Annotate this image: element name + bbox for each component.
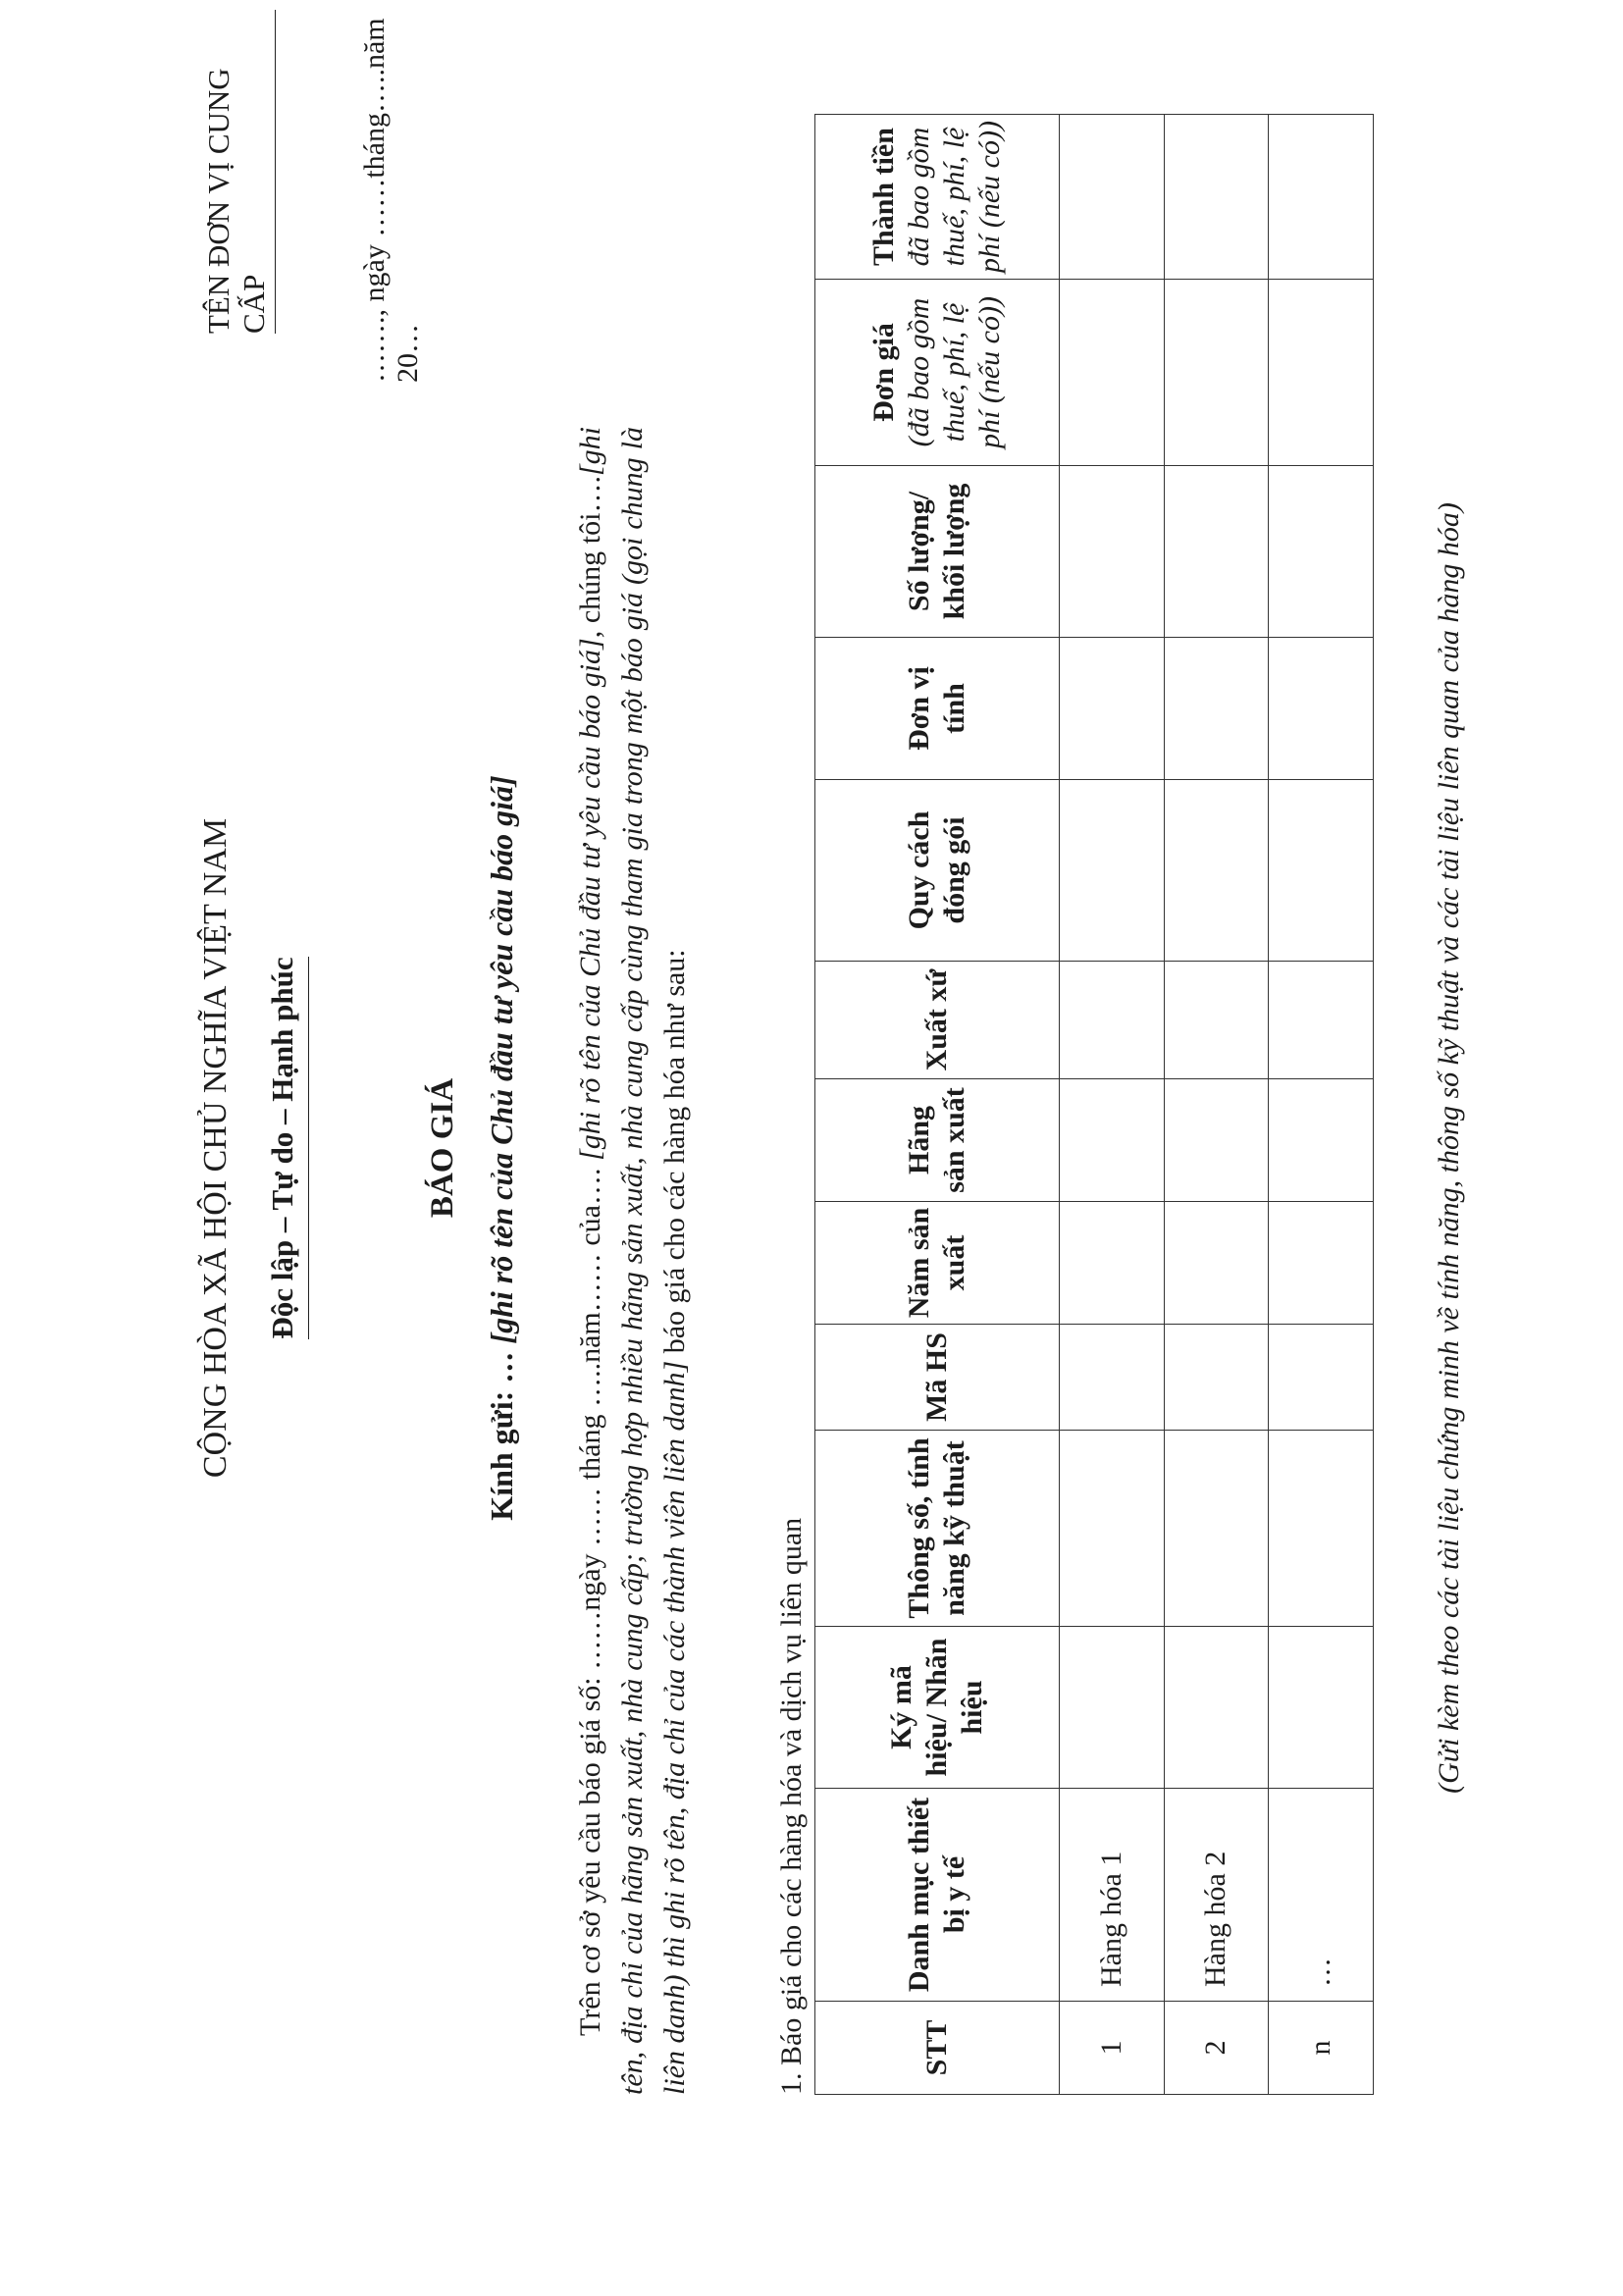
- header-manufacturer: Hãng sản xuất: [815, 1079, 1060, 1202]
- intro-italic-1: [ghi rõ tên của Chủ đầu tư yêu cầu báo giá]: [574, 638, 606, 1161]
- addressee-placeholder: [ghi rõ tên của Chủ đầu tư yêu cầu báo giá]: [484, 775, 519, 1344]
- intro-italic-2: [ghi tên, địa chỉ của hãng sản xuất, nhà cung cấp; trường hợp nhiều hãng sản xuất, nhà cung cấp cùng tham gia trong một báo giá (gọi chung là liên danh) thì ghi rõ tên, địa chỉ của các thành viên liên danh]: [574, 427, 691, 2095]
- intro-text-1: Trên cơ sở yêu cầu báo giá số: ……ngày …… tháng …..năm…… của….: [574, 1160, 606, 2036]
- header-origin: Xuất xứ: [815, 962, 1060, 1079]
- table-row: [1164, 115, 1269, 2095]
- header-packaging: Quy cách đóng gói: [815, 780, 1060, 962]
- table-header-row: [815, 115, 1060, 2095]
- nation-title: CỘNG HÒA XÃ HỘI CHỦ NGHĨA VIỆT NAM: [197, 817, 234, 1479]
- header-model-brand: Ký mã hiệu/ Nhãn hiệu: [815, 1627, 1060, 1789]
- table-row: [1060, 115, 1165, 2095]
- header-stt: STT: [815, 2002, 1060, 2095]
- header-unit: Đơn vị tính: [815, 638, 1060, 780]
- row-stt: 2: [1164, 2002, 1269, 2095]
- row-item: …: [1269, 1789, 1374, 2002]
- row-item: Hàng hóa 2: [1164, 1789, 1269, 2002]
- row-item: Hàng hóa 1: [1060, 1789, 1165, 2002]
- header-item-category: Danh mục thiết bị y tế: [815, 1789, 1060, 2002]
- section-heading: 1. Báo giá cho các hàng hóa và dịch vụ liên quan: [775, 1517, 808, 2095]
- motto-text: Độc lập – Tự do – Hạnh phúc: [265, 957, 309, 1338]
- addressee: [484, 0, 520, 2296]
- place-date: ……., ngày ……tháng…..năm 20…: [358, 18, 424, 383]
- table-row: [1269, 115, 1374, 2095]
- header-specifications: Thông số, tính năng kỹ thuật: [815, 1431, 1060, 1627]
- header-total: Thành tiền đã bao gồm thuế, phí, lệ phí (nếu có)): [815, 115, 1060, 280]
- row-stt: 1: [1060, 2002, 1165, 2095]
- footnote: (Gửi kèm theo các tài liệu chứng minh về tính năng, thông số kỹ thuật và các tài liệu liên quan của hàng hóa): [1433, 502, 1465, 1794]
- addressee-label: Kính gửi: …: [484, 1351, 519, 1521]
- header-unit-price: Đơn giá (đã bao gồm thuế, phí, lệ phí (nếu có)): [815, 280, 1060, 466]
- motto: [265, 0, 309, 2296]
- header-year: Năm sản xuất: [815, 1202, 1060, 1325]
- intro-paragraph: [569, 427, 696, 2095]
- header-hs-code: Mã HS: [815, 1325, 1060, 1431]
- intro-text-3: báo giá cho các hàng hóa như sau:: [658, 949, 691, 1361]
- supplier-name: TÊN ĐƠN VỊ CUNG CẤP: [201, 10, 276, 334]
- document-title: BÁO GIÁ: [425, 1077, 460, 1219]
- row-stt: n: [1269, 2002, 1374, 2095]
- intro-text-2: , chúng tôi….: [574, 476, 606, 639]
- header-quantity: Số lượng/ khối lượng: [815, 466, 1060, 638]
- quotation-table: [814, 114, 1374, 2095]
